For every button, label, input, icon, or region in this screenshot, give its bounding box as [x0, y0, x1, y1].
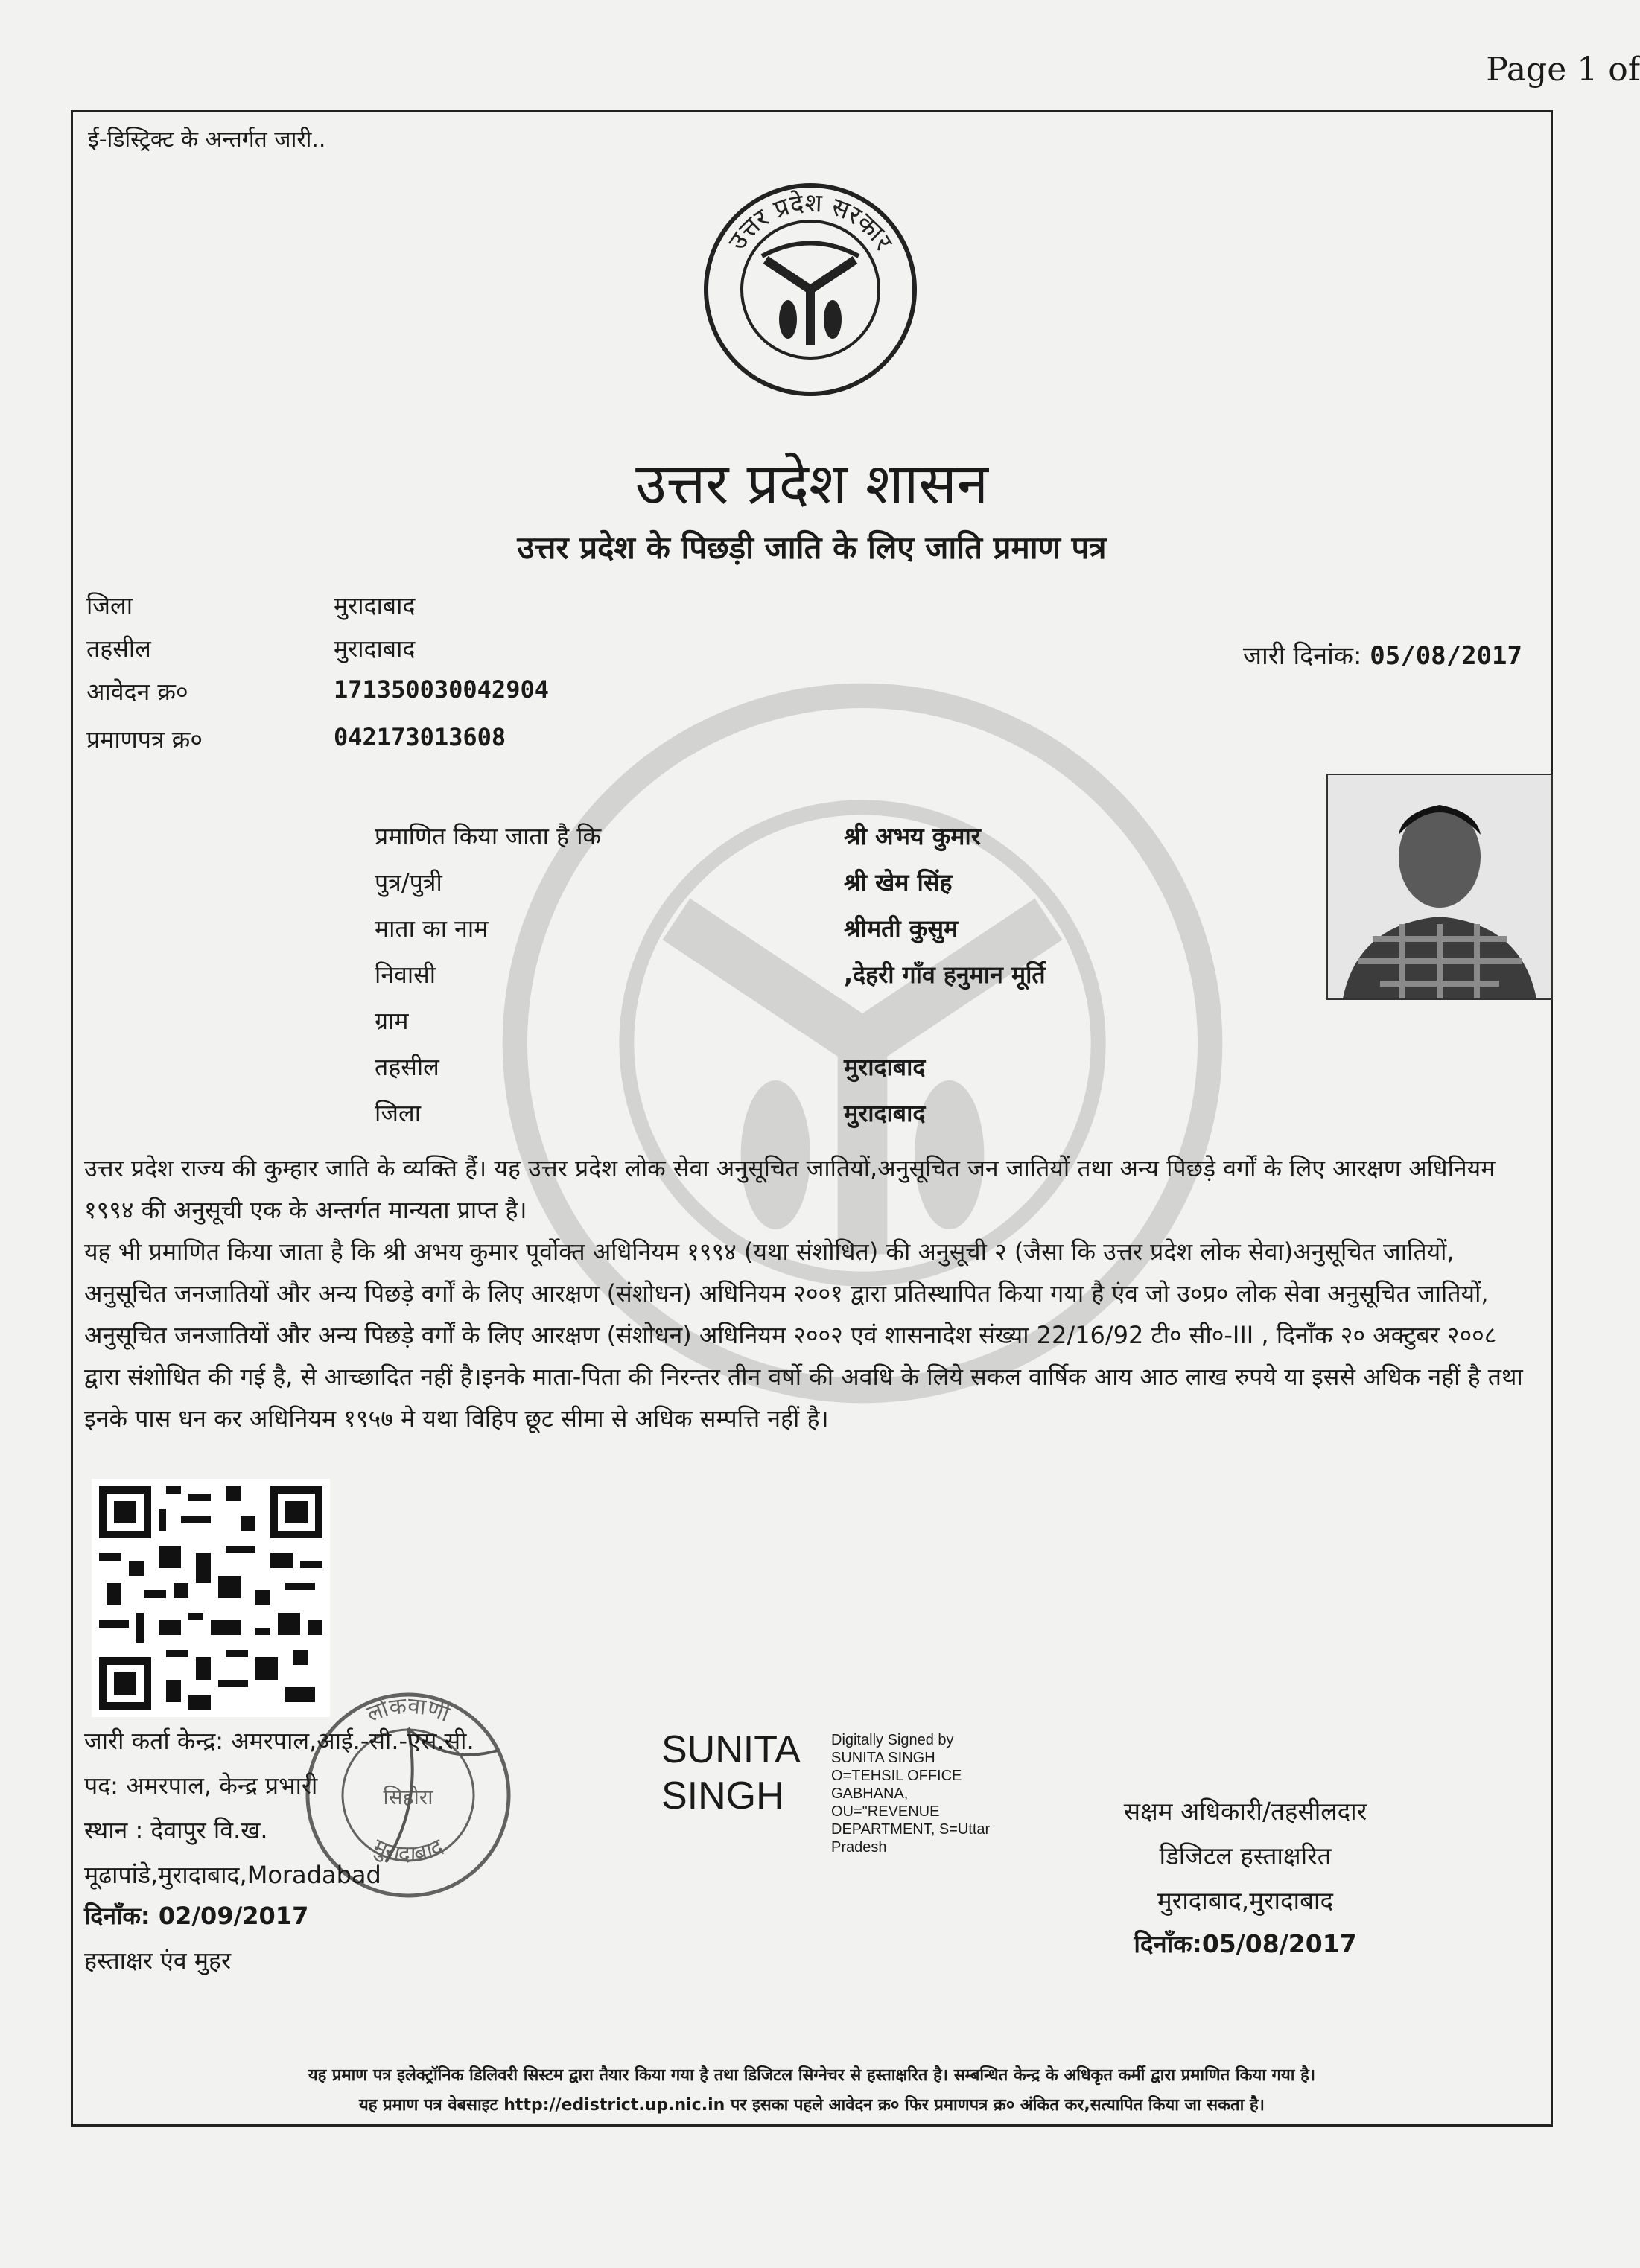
person-mother-name: श्रीमती कुसुम [844, 914, 959, 943]
issue-date-value: 05/08/2017 [1370, 641, 1522, 671]
qr-code-icon [92, 1479, 330, 1717]
officer-note: डिजिटल हस्ताक्षरित [1159, 1841, 1332, 1870]
field-certificate-value: 042173013608 [334, 723, 506, 751]
person-father-name: श्री खेम सिंह [844, 868, 953, 896]
issuer-post: पद: अमरपाल, केन्द्र प्रभारी [84, 1771, 318, 1800]
stamp-middle-text: सिहोरा [383, 1785, 433, 1809]
page-number: Page 1 of [1486, 51, 1640, 89]
footer-line-1: यह प्रमाण पत्र इलेक्ट्रॉनिक डिलिवरी सिस्टम द्वारा तैयार किया गया है तथा डिजिटल सिग्नेचर से हस्ताक्षरित है। सम्बन्धित केन्द्र के अधिकृत कर्मी द्वारा प्रमाणित किया गया है। [308, 2066, 1316, 2085]
field-tehsil-label: तहसील [86, 634, 151, 663]
officer-date: दिनाँक:05/08/2017 [1134, 1929, 1357, 1958]
person-parent-label: पुत्र/पुत्री [375, 868, 442, 896]
header-note: ई-डिस्ट्रिक्ट के अन्तर्गत जारी.. [88, 127, 326, 153]
field-district-value: मुरादाबाद [334, 591, 416, 619]
certificate-subtitle: उत्तर प्रदेश के पिछड़ी जाति के लिए जाति प्रमाण पत्र [517, 529, 1107, 566]
certificate-frame [71, 110, 1553, 2127]
issue-date [1243, 637, 1522, 672]
signer-details: Digitally Signed by SUNITA SINGH O=TEHSIL OFFICE GABHANA, OU="REVENUE DEPARTMENT, S=Uttar Pradesh [831, 1732, 991, 1856]
person-name: श्री अभय कुमार [844, 822, 981, 850]
person-village-label: ग्राम [375, 1007, 409, 1035]
field-application-label: आवेदन क्र० [86, 678, 188, 706]
field-tehsil-value: मुरादाबाद [334, 634, 416, 663]
person-resident-label: निवासी [375, 961, 436, 989]
field-certificate-label: प्रमाणपत्र क्र० [86, 725, 203, 754]
digital-signature [661, 1727, 991, 1856]
person-certify-label: प्रमाणित किया जाता है कि [375, 822, 602, 850]
person-mother-label: माता का नाम [375, 914, 489, 943]
applicant-photo [1326, 774, 1553, 1000]
person-district-label: जिला [375, 1099, 422, 1127]
person-district-value: मुरादाबाद [844, 1099, 926, 1127]
signer-name-line1: SUNITA [661, 1728, 801, 1771]
person-tehsil-label: तहसील [375, 1053, 439, 1081]
signer-name-line2: SINGH [661, 1774, 784, 1818]
issuer-sign-label: हस्ताक्षर एंव मुहर [84, 1946, 232, 1975]
footer-line-2: यह प्रमाण पत्र वेबसाइट http://edistrict.up.nic.in पर इसका पहले आवेदन क्र० फिर प्रमाणपत्र क्र० अंकित कर,सत्यापित किया जा सकता है। [359, 2096, 1265, 2115]
page-title: उत्तर प्रदेश शासन [635, 450, 988, 517]
issue-date-label: जारी दिनांक: [1242, 641, 1362, 671]
eligibility-paragraph: यह भी प्रमाणित किया जाता है कि श्री अभय कुमार पूर्वोक्त अधिनियम १९९४ (यथा संशोधित) की अनुसूची २ (जैसा कि उत्तर प्रदेश लोक सेवा)अनुसूचित जातियों, अनुसूचित जनजातियों और अन्य पिछड़े वर्गों के लिए आरक्षण (संशोधन) अधिनियम २००१ द्वारा प्रतिस्थापित किया गया है एंव जो उ०प्र० लोक सेवा अनुसूचित जातियों, अनुसूचित जनजातियों और अन्य पिछड़े वर्गों के लिए आरक्षण (संशोधन) अधिनियम २००२ एवं शासनादेश संख्या 22/16/92 टी० सी०-III , दिनाँक २० अक्टुबर २००८ द्वारा संशोधित की गई है, से आच्छादित नहीं है।इनके माता-पिता की निरन्तर तीन वर्षो की अवधि के लिये सकल वार्षिक आय आठ लाख रुपये या इससे अधिक नहीं है तथा इनके पास धन कर अधिनियम १९५७ मे यथा विहिप छूट सीमा से अधिक सम्पत्ति नहीं है। [84, 1237, 1523, 1433]
officer-place: मुरादाबाद,मुरादाबाद [1157, 1886, 1333, 1915]
field-application-value: 171350030042904 [334, 675, 549, 704]
person-tehsil-value: मुरादाबाद [844, 1053, 926, 1081]
person-photo-icon [1328, 775, 1551, 998]
person-resident-value: ,देहरी गाँव हनुमान मूर्ति [844, 961, 1046, 989]
field-district-label: जिला [86, 591, 133, 619]
stamp-bottom-text: मुरादाबाद [369, 1833, 448, 1867]
emblem-text: उत्तर प्रदेश सरकार [722, 188, 899, 256]
caste-paragraph: उत्तर प्रदेश राज्य की कुम्हार जाति के व्यक्ति हैं। यह उत्तर प्रदेश लोक सेवा अनुसूचित जातियों,अनुसूचित जन जातियों तथा अन्य पिछड़े वर्गों के लिए आरक्षण अधिनियम १९९४ की अनुसूची एक के अन्तर्गत मान्यता प्राप्त है। [84, 1154, 1496, 1224]
stamp-top-text: लोकवाणी [363, 1692, 454, 1728]
issuer-date: दिनाँक: 02/09/2017 [84, 1902, 309, 1930]
state-emblem-icon [699, 178, 922, 401]
issuer-address: मूढापांडे,मुरादाबाद,Moradabad [84, 1861, 381, 1889]
officer-title: सक्षम अधिकारी/तहसीलदार [1123, 1797, 1367, 1826]
issuer-center: जारी कर्ता केन्द्र: अमरपाल,आई.-सी.-एस.सी. [84, 1727, 474, 1755]
issuer-place: स्थान : देवापुर वि.ख. [84, 1816, 268, 1844]
